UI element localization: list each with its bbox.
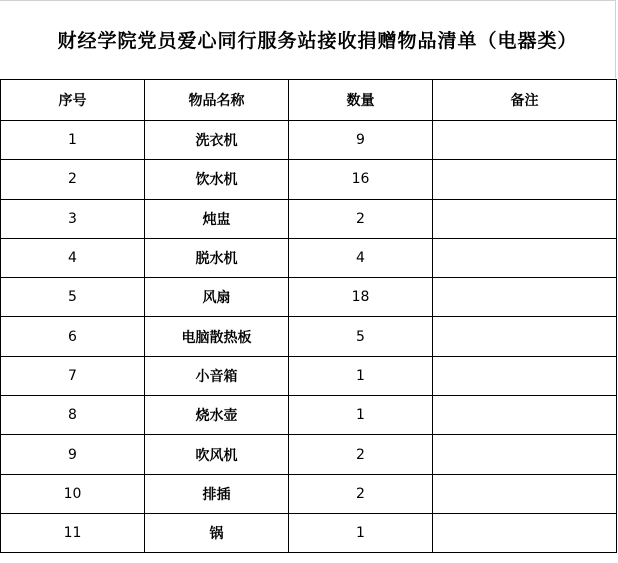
header-quantity[interactable]: 数量 (289, 80, 433, 121)
page-title: 财经学院党员爱心同行服务站接收捐赠物品清单（电器类） (57, 30, 578, 52)
cell-no[interactable]: 2 (1, 160, 145, 199)
cell-remarks[interactable] (433, 317, 617, 356)
cell-quantity[interactable]: 9 (289, 121, 433, 160)
cell-quantity[interactable]: 5 (289, 317, 433, 356)
header-item-name[interactable]: 物品名称 (145, 80, 289, 121)
cell-no[interactable]: 4 (1, 238, 145, 277)
cell-quantity[interactable]: 4 (289, 238, 433, 277)
cell-item-name[interactable]: 电脑散热板 (145, 317, 289, 356)
cell-item-name[interactable]: 烧水壶 (145, 396, 289, 435)
table-row (1, 396, 617, 435)
table-row (1, 317, 617, 356)
table-row (1, 238, 617, 277)
cell-item-name[interactable]: 洗衣机 (145, 121, 289, 160)
table-row (1, 356, 617, 395)
cell-item-name[interactable]: 锅 (145, 513, 289, 552)
cell-item-name[interactable]: 饮水机 (145, 160, 289, 199)
cell-quantity[interactable]: 1 (289, 356, 433, 395)
header-row (1, 80, 617, 121)
table-row (1, 513, 617, 552)
cell-item-name[interactable]: 风扇 (145, 278, 289, 317)
cell-quantity[interactable]: 18 (289, 278, 433, 317)
cell-item-name[interactable]: 排插 (145, 474, 289, 513)
cell-remarks[interactable] (433, 435, 617, 474)
table-row (1, 121, 617, 160)
cell-no[interactable]: 10 (1, 474, 145, 513)
table-row (1, 435, 617, 474)
table-row (1, 474, 617, 513)
cell-quantity[interactable]: 2 (289, 435, 433, 474)
table-row (1, 199, 617, 238)
cell-item-name[interactable]: 小音箱 (145, 356, 289, 395)
cell-quantity[interactable]: 2 (289, 474, 433, 513)
cell-no[interactable]: 3 (1, 199, 145, 238)
cell-remarks[interactable] (433, 121, 617, 160)
cell-remarks[interactable] (433, 238, 617, 277)
cell-no[interactable]: 6 (1, 317, 145, 356)
table-row (1, 278, 617, 317)
cell-remarks[interactable] (433, 199, 617, 238)
cell-no[interactable]: 5 (1, 278, 145, 317)
header-no[interactable]: 序号 (1, 80, 145, 121)
cell-remarks[interactable] (433, 160, 617, 199)
cell-quantity[interactable]: 16 (289, 160, 433, 199)
cell-item-name[interactable]: 脱水机 (145, 238, 289, 277)
table-row (1, 160, 617, 199)
cell-item-name[interactable]: 炖盅 (145, 199, 289, 238)
title-cell[interactable] (0, 0, 616, 78)
cell-remarks[interactable] (433, 396, 617, 435)
header-remarks[interactable]: 备注 (433, 80, 617, 121)
cell-quantity[interactable]: 2 (289, 199, 433, 238)
cell-no[interactable]: 9 (1, 435, 145, 474)
cell-item-name[interactable]: 吹风机 (145, 435, 289, 474)
cell-quantity[interactable]: 1 (289, 513, 433, 552)
cell-no[interactable]: 11 (1, 513, 145, 552)
cell-remarks[interactable] (433, 356, 617, 395)
cell-remarks[interactable] (433, 513, 617, 552)
cell-no[interactable]: 8 (1, 396, 145, 435)
cell-quantity[interactable]: 1 (289, 396, 433, 435)
donation-table (0, 79, 617, 553)
cell-no[interactable]: 7 (1, 356, 145, 395)
cell-no[interactable]: 1 (1, 121, 145, 160)
cell-remarks[interactable] (433, 278, 617, 317)
cell-remarks[interactable] (433, 474, 617, 513)
